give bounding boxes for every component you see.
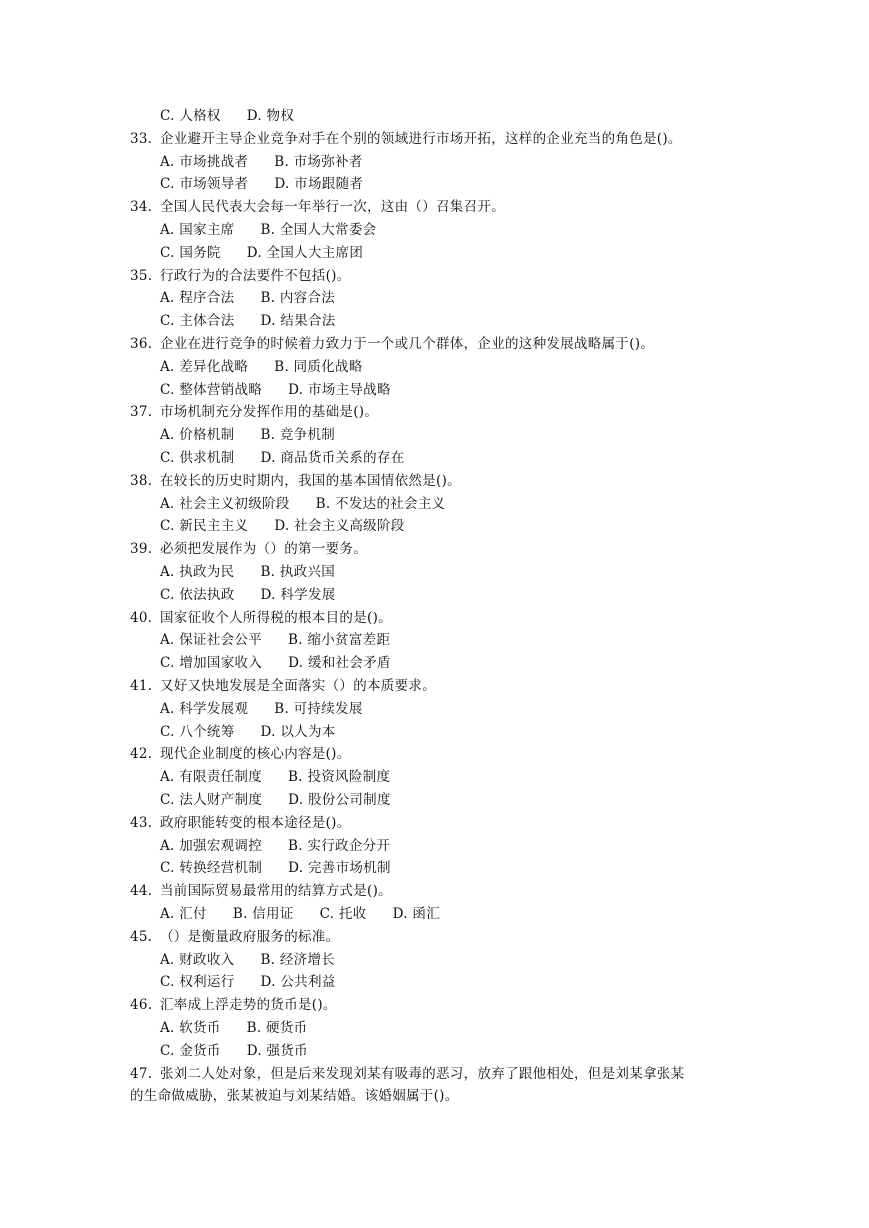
question-number: 39. (130, 541, 153, 558)
option-item: B. 竞争机制 (260, 427, 336, 444)
option-item: A. 财政收入 (160, 951, 235, 968)
options-line (160, 1040, 800, 1063)
options-line (160, 971, 800, 994)
question-text: 张刘二人处对象，但是后来发现刘某有吸毒的恶习，放弃了跟他相处，但是刘某拿张某 (160, 1065, 685, 1082)
question-number: 44. (130, 883, 153, 900)
question-line (130, 926, 770, 949)
question-line (130, 743, 770, 766)
option-item: B. 同质化战略 (274, 358, 363, 375)
option-item: B. 投资风险制度 (288, 769, 391, 786)
options-line (160, 515, 800, 538)
options-line (160, 789, 800, 812)
options-line (160, 949, 800, 972)
options-line (160, 447, 800, 470)
question-number: 37. (130, 404, 153, 421)
option-item: D. 完善市场机制 (288, 860, 391, 877)
option-item: A. 程序合法 (160, 290, 235, 307)
option-item: A. 加强宏观调控 (160, 837, 263, 854)
option-item: C. 主体合法 (160, 313, 235, 330)
question-text: 国家征收个人所得税的根本目的是()。 (160, 609, 392, 626)
option-item: D. 市场跟随者 (274, 176, 364, 193)
options-line (160, 379, 800, 402)
question-text: 企业避开主导企业竞争对手在个别的领域进行市场开拓，这样的企业充当的角色是()。 (160, 130, 682, 147)
option-item: D. 函汇 (392, 906, 441, 922)
options-line (160, 105, 800, 128)
question-line (130, 994, 770, 1017)
option-item: A. 社会主义初级阶段 (160, 495, 290, 512)
question-line (130, 538, 770, 561)
option-item: C. 市场领导者 (160, 176, 249, 193)
question-number: 40. (130, 609, 153, 626)
option-item: C. 金货币 (160, 1042, 221, 1059)
option-item: C. 整体营销战略 (160, 381, 263, 398)
option-item: D. 市场主导战略 (288, 381, 391, 398)
options-line (160, 493, 800, 516)
question-line (130, 812, 770, 835)
option-item: C. 八个统筹 (160, 723, 235, 740)
question-number: 46. (130, 997, 153, 1014)
question-line (130, 675, 770, 698)
question-line (130, 1063, 770, 1086)
options-line (160, 766, 800, 789)
question-line (130, 128, 770, 151)
option-item: B. 经济增长 (260, 951, 336, 968)
question-number: 45. (130, 928, 153, 945)
option-item: D. 科学发展 (260, 586, 336, 603)
options-line (160, 561, 800, 584)
question-number: 47. (130, 1065, 153, 1082)
question-text: 当前国际贸易最常用的结算方式是()。 (160, 883, 392, 900)
question-number: 36. (130, 336, 153, 352)
options-line (160, 173, 800, 196)
options-line (160, 242, 800, 265)
question-number: 33. (130, 130, 153, 147)
option-item: B. 执政兴国 (260, 564, 336, 580)
option-item: B. 缩小贫富差距 (288, 632, 391, 649)
question-text: 在较长的历史时期内，我国的基本国情依然是()。 (160, 472, 461, 489)
option-item: B. 内容合法 (260, 290, 336, 307)
options-line (160, 356, 800, 379)
option-item: D. 以人为本 (260, 723, 336, 740)
options-line (160, 903, 800, 926)
question-line (130, 401, 770, 424)
option-item: D. 商品货币关系的存在 (260, 450, 405, 466)
option-item: A. 差异化战略 (160, 358, 249, 375)
options-line (160, 721, 800, 744)
option-item: D. 缓和社会矛盾 (288, 655, 391, 672)
question-line (130, 880, 770, 903)
option-item: A. 执政为民 (160, 564, 235, 580)
option-item: D. 物权 (246, 108, 295, 124)
option-item: A. 国家主席 (160, 222, 235, 238)
question-line (130, 470, 770, 493)
options-line (160, 857, 800, 880)
option-item: A. 市场挑战者 (160, 153, 249, 170)
option-item: C. 法人财产制度 (160, 792, 263, 808)
option-item: A. 价格机制 (160, 427, 235, 444)
options-line (160, 698, 800, 721)
question-number: 42. (130, 746, 153, 763)
option-item: D. 公共利益 (260, 974, 336, 991)
options-line (160, 652, 800, 675)
options-line (160, 151, 800, 174)
option-item: C. 增加国家收入 (160, 655, 263, 672)
options-line (160, 629, 800, 652)
options-line (160, 219, 800, 242)
option-item: D. 全国人大主席团 (246, 244, 364, 261)
options-line (160, 835, 800, 858)
option-item: B. 市场弥补者 (274, 153, 363, 170)
options-line (160, 1017, 800, 1040)
option-item: C. 依法执政 (160, 586, 235, 603)
question-text: 全国人民代表大会每一年举行一次，这由（）召集召开。 (160, 199, 505, 216)
option-item: C. 新民主主义 (160, 518, 249, 535)
question-number: 34. (130, 199, 153, 216)
option-item: B. 信用证 (232, 906, 294, 922)
options-line (160, 424, 800, 447)
option-item: A. 软货币 (160, 1020, 221, 1036)
question-line (130, 333, 770, 356)
question-text: 必须把发展作为（）的第一要务。 (160, 541, 367, 558)
option-item: C. 托收 (319, 906, 367, 922)
option-item: A. 科学发展观 (160, 700, 249, 717)
options-line (160, 584, 800, 607)
question-number: 41. (130, 678, 153, 694)
question-text: 又好又快地发展是全面落实（）的本质要求。 (160, 678, 436, 694)
question-text: 现代企业制度的核心内容是()。 (160, 746, 351, 763)
option-item: B. 硬货币 (246, 1020, 308, 1036)
options-line (160, 310, 800, 333)
question-text: 汇率成上浮走势的货币是()。 (160, 997, 337, 1014)
question-text-continued: 的生命做威胁，张某被迫与刘某结婚。该婚姻属于()。 (130, 1088, 459, 1105)
question-text: 企业在进行竞争的时候着力致力于一个或几个群体，企业的这种发展战略属于()。 (160, 336, 655, 352)
option-item: D. 社会主义高级阶段 (274, 518, 405, 535)
option-item: C. 转换经营机制 (160, 860, 263, 877)
option-item: B. 不发达的社会主义 (315, 495, 446, 512)
question-text: 市场机制充分发挥作用的基础是()。 (160, 404, 379, 421)
question-number: 38. (130, 472, 153, 489)
option-item: B. 可持续发展 (274, 700, 363, 717)
option-item: D. 股份公司制度 (288, 792, 391, 808)
option-item: B. 全国人大常委会 (260, 222, 377, 238)
question-line (130, 607, 770, 630)
question-text: （）是衡量政府服务的标准。 (160, 928, 340, 945)
option-item: C. 权利运行 (160, 974, 235, 991)
question-number: 35. (130, 267, 153, 284)
options-line (160, 287, 800, 310)
option-item: B. 实行政企分开 (288, 837, 391, 854)
option-item: D. 结果合法 (260, 313, 336, 330)
option-item: C. 国务院 (160, 244, 221, 261)
option-item: C. 人格权 (160, 108, 221, 124)
option-item: C. 供求机制 (160, 450, 235, 466)
question-line (130, 265, 770, 288)
option-item: A. 保证社会公平 (160, 632, 263, 649)
option-item: A. 有限责任制度 (160, 769, 263, 786)
question-text: 政府职能转变的根本途径是()。 (160, 814, 351, 831)
question-number: 43. (130, 814, 153, 831)
question-text: 行政行为的合法要件不包括()。 (160, 267, 351, 284)
option-item: A. 汇付 (160, 906, 207, 922)
question-line (130, 196, 770, 219)
option-item: D. 强货币 (246, 1042, 308, 1059)
